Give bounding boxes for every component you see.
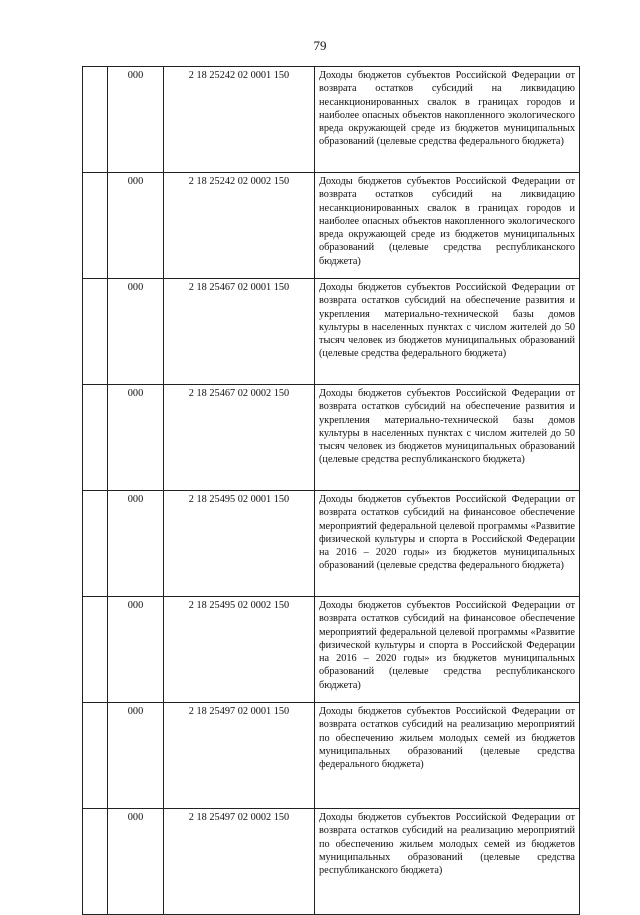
table-row (83, 809, 580, 915)
admin-code-cell: 000 (108, 279, 164, 385)
revenue-code-cell: 2 18 25497 02 0002 150 (164, 809, 315, 915)
admin-code-cell: 000 (108, 809, 164, 915)
admin-code-cell: 000 (108, 173, 164, 279)
empty-cell (83, 67, 108, 173)
description-cell: Доходы бюджетов субъектов Российской Федерации от возврата остатков субсидий на ликвидацию несанкционированных свалок в границах городов и наиболее опасных объектов накопленного экологического вреда окружающей среде из бюджетов муниципальных образований (целевые средства республиканского бюджета) (315, 173, 580, 279)
empty-cell (83, 703, 108, 809)
table-row (83, 491, 580, 597)
empty-cell (83, 173, 108, 279)
table-row (83, 597, 580, 703)
admin-code-cell: 000 (108, 385, 164, 491)
admin-code-cell: 000 (108, 491, 164, 597)
revenue-code-cell: 2 18 25467 02 0001 150 (164, 279, 315, 385)
revenue-codes-table (82, 66, 580, 915)
description-cell: Доходы бюджетов субъектов Российской Федерации от возврата остатков субсидий на финансовое обеспечение мероприятий федеральной целевой программы «Развитие физической культуры и спорта в Российской Федерации на 2016 – 2020 годы» из бюджетов муниципальных образований (целевые средства федерального бюджета) (315, 491, 580, 597)
revenue-code-cell: 2 18 25495 02 0001 150 (164, 491, 315, 597)
description-cell: Доходы бюджетов субъектов Российской Федерации от возврата остатков субсидий на обеспечение развития и укрепления материально-технической базы домов культуры в населенных пунктах с числом жителей до 50 тысяч человек из бюджетов муниципальных образований (целевые средства федерального бюджета) (315, 279, 580, 385)
admin-code-cell: 000 (108, 597, 164, 703)
table-row (83, 279, 580, 385)
description-cell: Доходы бюджетов субъектов Российской Федерации от возврата остатков субсидий на реализацию мероприятий по обеспечению жильем молодых семей из бюджетов муниципальных образований (целевые средства федерального бюджета) (315, 703, 580, 809)
revenue-code-cell: 2 18 25467 02 0002 150 (164, 385, 315, 491)
empty-cell (83, 809, 108, 915)
revenue-code-cell: 2 18 25242 02 0001 150 (164, 67, 315, 173)
table-row (83, 173, 580, 279)
empty-cell (83, 491, 108, 597)
description-cell: Доходы бюджетов субъектов Российской Федерации от возврата остатков субсидий на финансовое обеспечение мероприятий федеральной целевой программы «Развитие физической культуры и спорта в Российской Федерации на 2016 – 2020 годы» из бюджетов муниципальных образований (целевые средства республиканского бюджета) (315, 597, 580, 703)
description-cell: Доходы бюджетов субъектов Российской Федерации от возврата остатков субсидий на реализацию мероприятий по обеспечению жильем молодых семей из бюджетов муниципальных образований (целевые средства республиканского бюджета) (315, 809, 580, 915)
description-cell: Доходы бюджетов субъектов Российской Федерации от возврата остатков субсидий на ликвидацию несанкционированных свалок в границах городов и наиболее опасных объектов накопленного экологического вреда окружающей среде из бюджетов муниципальных образований (целевые средства федерального бюджета) (315, 67, 580, 173)
description-cell: Доходы бюджетов субъектов Российской Федерации от возврата остатков субсидий на обеспечение развития и укрепления материально-технической базы домов культуры в населенных пунктах с числом жителей до 50 тысяч человек из бюджетов муниципальных образований (целевые средства республиканского бюджета) (315, 385, 580, 491)
admin-code-cell: 000 (108, 703, 164, 809)
table-row (83, 67, 580, 173)
table-row (83, 703, 580, 809)
empty-cell (83, 385, 108, 491)
empty-cell (83, 279, 108, 385)
admin-code-cell: 000 (108, 67, 164, 173)
empty-cell (83, 597, 108, 703)
revenue-code-cell: 2 18 25242 02 0002 150 (164, 173, 315, 279)
table-row (83, 385, 580, 491)
page-number: 79 (313, 38, 327, 53)
revenue-code-cell: 2 18 25497 02 0001 150 (164, 703, 315, 809)
revenue-code-cell: 2 18 25495 02 0002 150 (164, 597, 315, 703)
